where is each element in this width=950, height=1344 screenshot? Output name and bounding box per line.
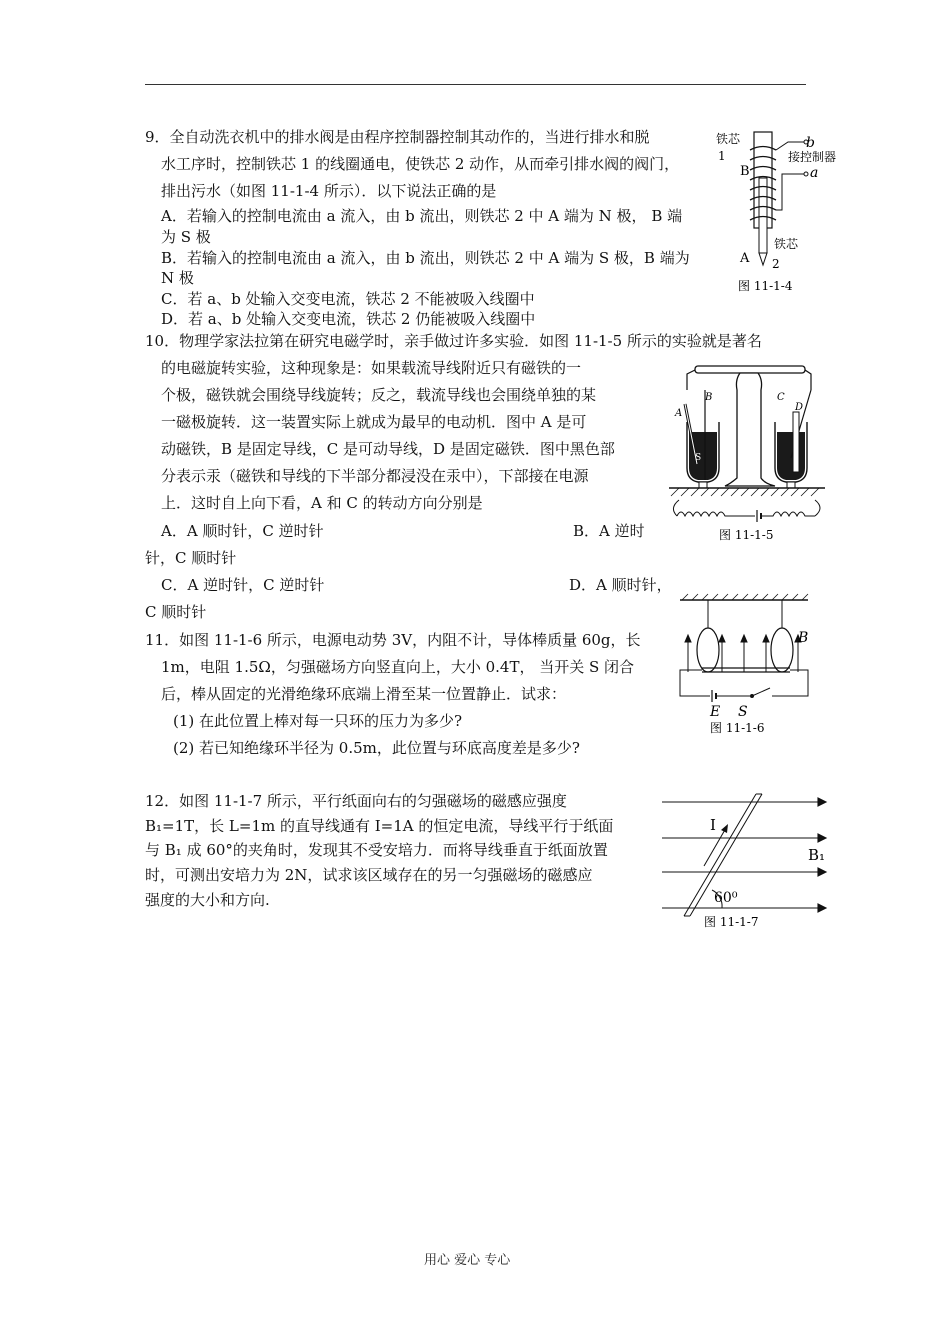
lead-b (776, 142, 804, 150)
lead-a (776, 174, 804, 210)
stand-top-bar (695, 366, 805, 373)
q9-option-d: D．若 a、b 处输入交变电流，铁芯 2 仍能被吸入线圈中 (161, 310, 536, 328)
lower-coil-right (761, 512, 815, 516)
q9-option-a-wrap: 为 S 极 (161, 228, 211, 246)
q10-option-c: C．A 逆时针，C 逆时针 (161, 576, 325, 594)
label-core1: 铁芯 (716, 132, 741, 146)
fig5-label-C: C (777, 392, 785, 403)
q12-stem-line-1: 12．如图 11-1-7 所示，平行纸面向右的匀强磁场的磁感应强度 (145, 792, 567, 810)
ring-right (771, 628, 793, 672)
caption-11-1-4: 图 11-1-4 (738, 279, 793, 293)
figure-11-1-6 (674, 592, 814, 737)
circuit-left (680, 670, 710, 696)
stand-post (725, 373, 775, 486)
q11-part-2: (2) 若已知绝缘环半径为 0.5m，此位置与环底高度差是多少? (173, 739, 580, 757)
field-arrows (685, 635, 801, 672)
q9-stem-line-2: 水工序时，控制铁芯 1 的线圈通电，使铁芯 2 动作，从而牵引排水阀的阀门， (161, 155, 680, 173)
q11-stem-line-2: 1m，电阻 1.5Ω，匀强磁场方向竖直向上，大小 0.4T， 当开关 S 闭合 (161, 658, 635, 676)
q11-part-1: (1) 在此位置上棒对每一只环的压力为多少? (173, 712, 463, 730)
caption-11-1-7: 图 11-1-7 (704, 915, 759, 929)
label-b: b (806, 135, 815, 151)
left-hanging-wire (687, 370, 695, 390)
magnet-D (793, 412, 799, 472)
switch-blade (752, 688, 770, 696)
fig5-label-D: D (795, 402, 804, 413)
fig5-label-S2: S (793, 451, 800, 461)
q11-stem-line-1: 11．如图 11-1-6 所示，电源电动势 3V，内阻不计，导体棒质量 60g，长 (145, 631, 641, 649)
core-2-tip (759, 253, 767, 265)
q11-stem-line-3: 后，棒从固定的光滑绝缘环底端上滑至某一位置静止．试求： (161, 685, 567, 703)
fig6-label-S: S (738, 704, 748, 720)
q9-option-c: C．若 a、b 处输入交变电流，铁芯 2 不能被吸入线圈中 (161, 290, 535, 308)
label-B: B (740, 164, 750, 179)
q10-stem-line-7: 上．这时自上向下看，A 和 C 的转动方向分别是 (161, 494, 483, 512)
q10-stem-line-2: 的电磁旋转实验，这种现象是：如果载流导线附近只有磁铁的一 (161, 359, 582, 377)
fig5-label-S1: S (695, 453, 702, 463)
right-cup-stem (787, 482, 795, 488)
right-hanging-wire (805, 370, 811, 390)
fig7-label-B1: B₁ (808, 846, 826, 864)
q9-option-b-wrap: N 极 (161, 269, 194, 287)
header-rule (145, 84, 806, 85)
fig7-label-I: I (710, 816, 716, 834)
q9-option-b: B．若输入的控制电流由 a 流入，由 b 流出，则铁芯 2 中 A 端为 S 极，B 端为 (161, 249, 690, 267)
q9-stem-line-3: 排出污水（如图 11-1-4 所示）．以下说法正确的是 (161, 182, 497, 200)
current-arrowhead (721, 824, 728, 833)
base-hatching (671, 488, 819, 496)
fig5-label-B: B (705, 392, 713, 403)
figure-11-1-4 (714, 128, 844, 298)
label-A: A (740, 251, 750, 266)
figure-11-1-5 (665, 360, 830, 545)
q10-stem-line-1: 10．物理学家法拉第在研究电磁学时，亲手做过许多实验．如图 11-1-5 所示的实验就是著名 (145, 332, 762, 350)
label-controller: 接控制器 (788, 150, 837, 164)
label-core2: 铁芯 (774, 237, 799, 251)
label-core1-num: 1 (718, 149, 726, 163)
caption-11-1-5: 图 11-1-5 (719, 528, 774, 542)
circuit-right (772, 670, 808, 696)
label-a: a (810, 165, 819, 181)
page-footer: 用心 爱心 专心 (424, 1253, 511, 1268)
q12-stem-line-4: 时，可测出安培力为 2N，试求该区域存在的另一匀强磁场的磁感应 (145, 866, 593, 884)
lower-coil-left (677, 512, 755, 516)
q10-option-d-wrap: C 顺时针 (145, 603, 207, 621)
fig5-label-A: A (675, 408, 683, 419)
q10-stem-line-4: 一磁极旋转．这一装置实际上就成为最早的电动机．图中 A 是可 (161, 413, 587, 431)
q10-option-a: A．A 顺时针，C 逆时针 (161, 522, 324, 540)
q10-option-d: D．A 顺时针， (569, 576, 672, 594)
fig7-label-angle: 60⁰ (714, 890, 738, 906)
q10-stem-line-6: 分表示汞（磁铁和导线的下半部分都浸没在汞中），下部接在电源 (161, 467, 589, 485)
left-cup-stem (699, 482, 707, 488)
label-core2-num: 2 (772, 257, 780, 271)
core-2 (759, 178, 767, 253)
caption-11-1-6: 图 11-1-6 (710, 721, 765, 735)
q12-stem-line-2: B₁=1T，长 L=1m 的直导线通有 I=1A 的恒定电流，导线平行于纸面 (145, 817, 614, 835)
q10-option-b: B．A 逆时 (573, 522, 645, 540)
ceiling-hatching (682, 594, 808, 600)
q10-option-b-wrap: 针，C 顺时针 (145, 549, 237, 567)
q10-stem-line-3: 个极，磁铁就会围绕导线旋转；反之，载流导线也会围绕单独的某 (161, 386, 597, 404)
fig6-label-B: B (798, 630, 809, 646)
q10-stem-line-5: 动磁铁，B 是固定导线，C 是可动导线，D 是固定磁铁．图中黑色部 (161, 440, 615, 458)
q12-stem-line-3: 与 B₁ 成 60°的夹角时，发现其不受安培力．而将导线垂直于纸面放置 (145, 841, 608, 859)
ring-left (697, 628, 719, 672)
q12-stem-line-5: 强度的大小和方向. (145, 891, 270, 909)
terminal-a (804, 172, 808, 176)
figure-11-1-7 (660, 790, 840, 930)
q9-option-a: A．若输入的控制电流由 a 流入，由 b 流出，则铁芯 2 中 A 端为 N 极， B 端 (161, 207, 683, 225)
q9-stem-line-1: 9．全自动洗衣机中的排水阀是由程序控制器控制其动作的，当进行排水和脱 (145, 128, 650, 146)
fig6-label-E: E (710, 704, 721, 720)
